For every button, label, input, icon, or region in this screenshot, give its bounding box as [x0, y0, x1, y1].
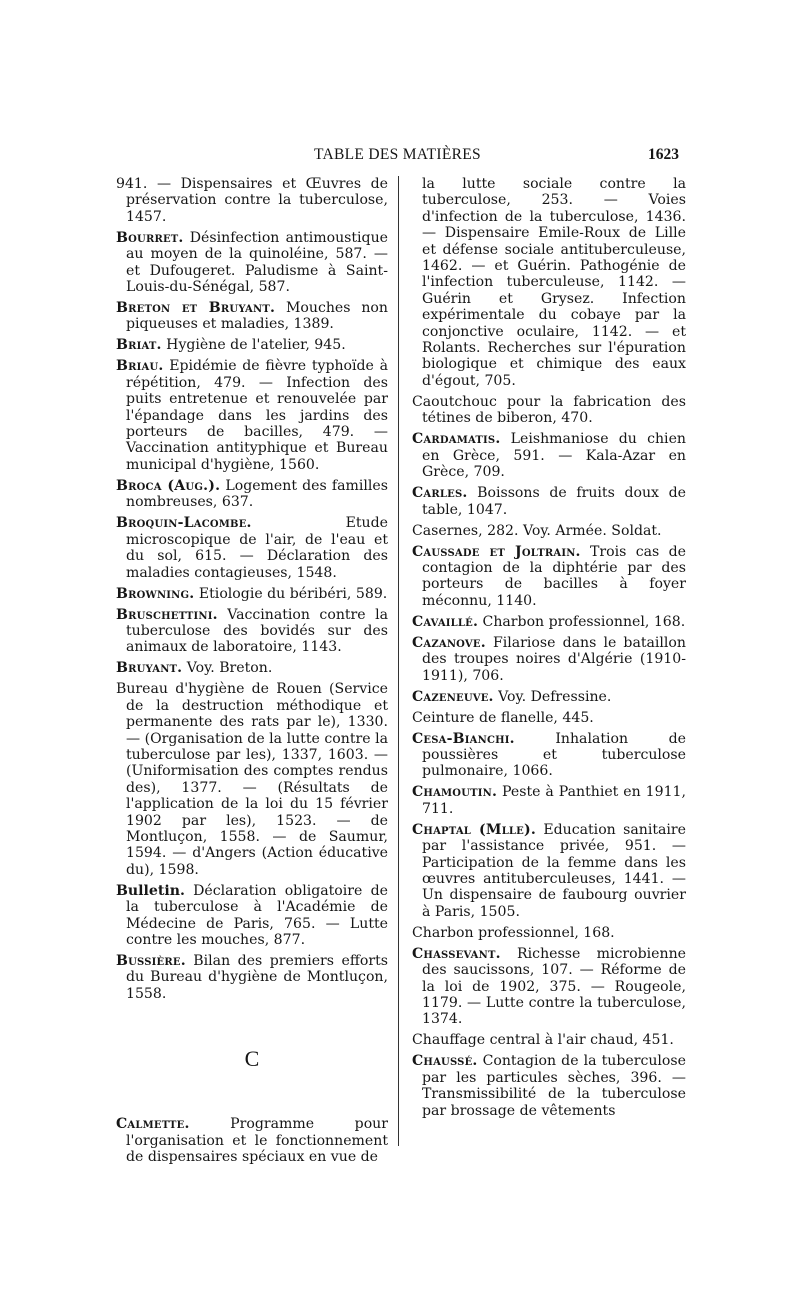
author-name: Cazanove.	[412, 634, 486, 651]
author-name: Carles.	[412, 485, 468, 502]
index-entry: Carles. Boissons de fruits doux de table, 1047.	[412, 485, 686, 518]
index-entry: Cazeneuve. Voy. Defressine.	[412, 688, 612, 705]
author-name: Chamoutin.	[412, 784, 498, 801]
index-entry: Briat. Hygiène de l'atelier, 945.	[116, 337, 346, 354]
author-name: Calmette.	[116, 1116, 190, 1133]
author-name: Caussade et Joltrain.	[412, 543, 581, 560]
page-number: 1623	[648, 146, 679, 163]
index-entry: Caoutchouc pour la fabrication des tétines de biberon, 470.	[412, 393, 686, 427]
index-entry: Caussade et Joltrain. Trois cas de contagion de la diphtérie par des porteurs de bacilles à foyer méconnu, 1140.	[412, 543, 686, 609]
author-name: Briat.	[116, 337, 162, 354]
index-entry: Broquin-Lacombe. Etude microscopique de l'air, de l'eau et du sol, 615. — Déclaration des maladies contagieuses, 1548.	[116, 515, 388, 581]
author-name: Chaptal (Mlle).	[412, 821, 536, 838]
running-title: TABLE DES MATIÈRES	[314, 146, 481, 163]
left-column	[116, 176, 388, 1170]
author-name: Chaussé.	[412, 1053, 478, 1070]
index-entry: Bruyant. Voy. Breton.	[116, 660, 273, 677]
index-entry: 941. — Dispensaires et Œuvres de préservation contre la tuberculose, 1457.	[116, 176, 388, 225]
author-name: Cazeneuve.	[412, 688, 494, 705]
index-entry: Bulletin. Déclaration obligatoire de la tuberculose à l'Académie de Médecine de Paris, 765. — Lutte contre les mouches, 877.	[116, 882, 388, 948]
index-entry: Chassevant. Richesse microbienne des saucissons, 107. — Réforme de la loi de 1902, 375. — Rougeole, 1179. — Lutte contre la tuberculose, 1374.	[412, 945, 686, 1028]
section-letter: C	[244, 1046, 260, 1072]
author-name: Cesa-Bianchi.	[412, 730, 515, 747]
author-name: Broquin-Lacombe.	[116, 515, 252, 532]
index-entry: Bureau d'hygiène de Rouen (Service de la destruction méthodique et permanente des rats par le), 1330. — (Organisation de la lutte contre la tuberculose par les), 1337, 1603. — (Uniformisation des comptes rendus des), 1377. — (Résultats de l'application de la loi du 15 février 1902 par les), 1523. — de Montluçon, 1558. — de Saumur, 1594. — d'Angers (Action éducative du), 1598.	[116, 681, 388, 878]
index-entry: Cardamatis. Leishmaniose du chien en Grèce, 591. — Kala-Azar en Grèce, 709.	[412, 431, 686, 481]
index-entry: Chaptal (Mlle). Education sanitaire par l'assistance privée, 951. — Participation de la femme dans les œuvres antituberculeuses, 1441. — Un dispensaire de faubourg ouvrier à Paris, 1505.	[412, 821, 686, 920]
right-column	[412, 176, 686, 1124]
author-name: Browning.	[116, 585, 195, 602]
author-name: Bussière.	[116, 953, 186, 969]
index-entry: Casernes, 282. Voy. Armée. Soldat.	[412, 522, 662, 539]
index-entry: la lutte sociale contre la tuberculose, 253. — Voies d'infection de la tuberculose, 1436. — Dispensaire Emile-Roux de Lille et défense sociale antituberculeuse, 1462. — et Guérin. Pathogénie de l'infection tuberculeuse, 1142. — Guérin et Grysez. Infection expérimentale du cobaye par la conjonctive oculaire, 1142. — et Rolants. Recherches sur l'épuration biologique et chimique des eaux d'égout, 705.	[422, 176, 686, 389]
author-name: Cardamatis.	[412, 431, 501, 448]
index-entry: Ceinture de flanelle, 445.	[412, 709, 594, 726]
column-divider	[398, 176, 399, 1146]
index-entry: Browning. Etiologie du béribéri, 589.	[116, 585, 388, 602]
author-name: Breton et Bruyant.	[116, 300, 276, 317]
author-name: Briau.	[116, 358, 164, 375]
index-entry: Bruschettini. Vaccination contre la tuberculose des bovidés sur des animaux de laboratoire, 1143.	[116, 606, 388, 656]
index-entry: Chaussé. Contagion de la tuberculose par les particules sèches, 396. — Transmissibilité de la tuberculose par brossage de vêtements	[412, 1053, 686, 1119]
author-name: Chassevant.	[412, 945, 501, 962]
index-entry: Bussière. Bilan des premiers efforts du Bureau d'hygiène de Montluçon, 1558.	[116, 953, 388, 1002]
index-entry: Chauffage central à l'air chaud, 451.	[412, 1032, 674, 1049]
index-entry: Calmette. Programme pour l'organisation et le fonctionnement de dispensaires spéciaux en vue de	[116, 1116, 388, 1166]
author-name: Cavaillé.	[412, 613, 479, 630]
author-name: Broca (Aug.).	[116, 477, 221, 494]
index-entry: Broca (Aug.). Logement des familles nombreuses, 637.	[116, 477, 388, 511]
index-entry: Cazanove. Filariose dans le bataillon des troupes noires d'Algérie (1910-1911), 706.	[412, 634, 686, 684]
index-entry: Bourret. Désinfection antimoustique au moyen de la quinoléine, 587. — et Dufougeret. Paludisme à Saint-Louis-du-Sénégal, 587.	[116, 229, 388, 296]
page-header	[0, 146, 800, 170]
index-entry: Cesa-Bianchi. Inhalation de poussières et tuberculose pulmonaire, 1066.	[412, 730, 686, 780]
author-name: Bruschettini.	[116, 606, 218, 623]
author-name: Bruyant.	[116, 660, 183, 677]
subject-heading: Bulletin.	[116, 882, 185, 899]
index-entry: Briau. Epidémie de fièvre typhoïde à répétition, 479. — Infection des puits entretenue et renouvelée par l'épandage dans les jardins des porteurs de bacilles, 479. — Vaccination antityphique et Bureau municipal d'hygiène, 1560.	[116, 358, 388, 473]
index-entry: Breton et Bruyant. Mouches non piqueuses et maladies, 1389.	[116, 300, 388, 333]
author-name: Bourret.	[116, 229, 184, 246]
index-entry: Charbon professionnel, 168.	[412, 924, 615, 941]
index-entry: Chamoutin. Peste à Panthiet en 1911, 711.	[412, 784, 686, 817]
index-entry: Cavaillé. Charbon professionnel, 168.	[412, 613, 686, 630]
